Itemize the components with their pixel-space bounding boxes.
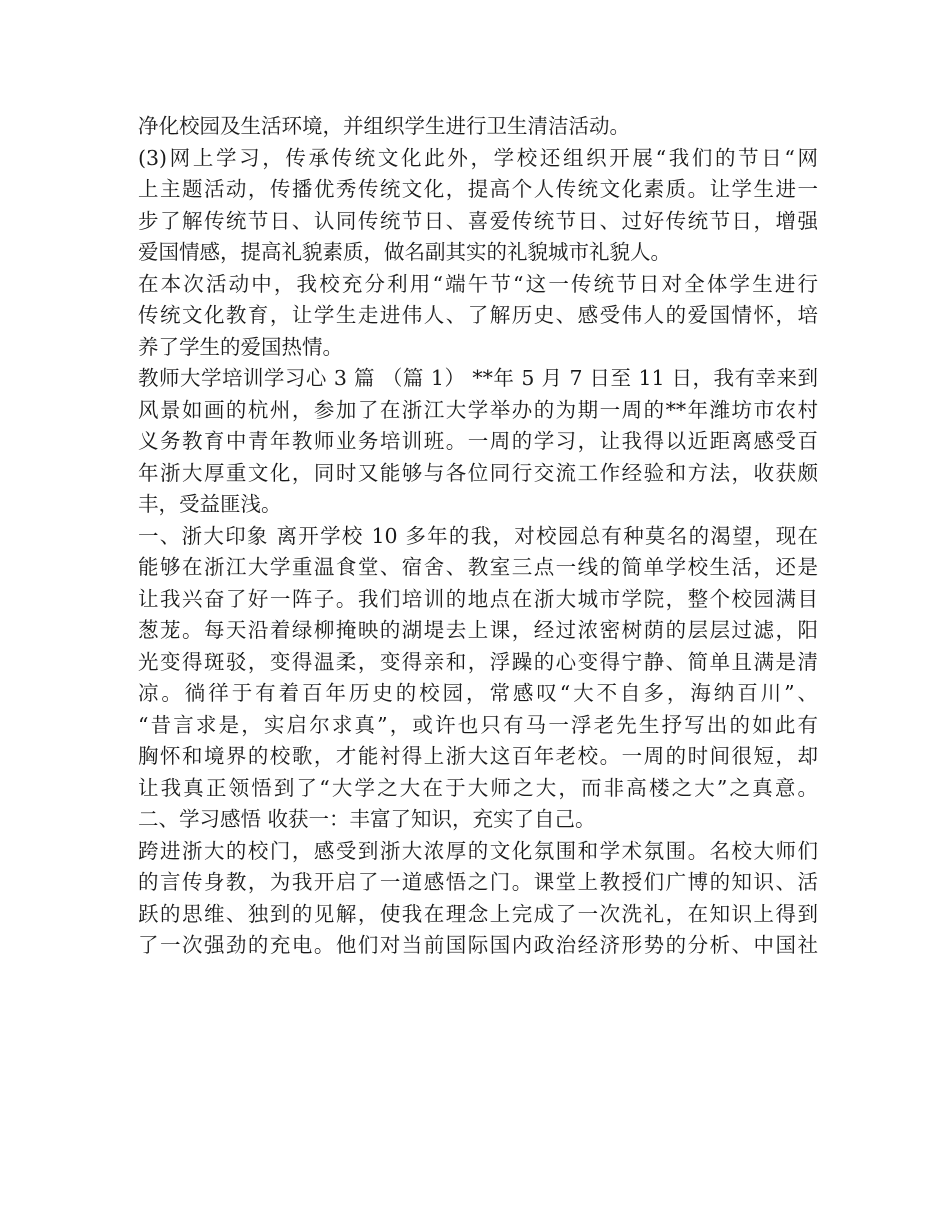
text-line: 能够在浙江大学重温食堂、宿舍、教室三点一线的简单学校生活，还是 [138,555,818,579]
text-line: 爱国情感，提高礼貌素质，做名副其实的礼貌城市礼貌人。 [138,240,671,264]
text-line: 一、浙大印象 离开学校 10 多年的我，对校园总有种莫名的渴望，现在 [138,523,818,548]
text-line: 葱茏。每天沿着绿柳掩映的湖堤去上课，经过浓密树荫的层层过滤，阳 [138,618,818,642]
text-line: 上主题活动，传播优秀传统文化，提高个人传统文化素质。让学生进一 [138,177,818,201]
text-line: 养了学生的爱国热情。 [138,334,343,359]
text-line: 净化校园及生活环境，并组织学生进行卫生清洁活动。 [138,114,630,138]
text-line: 了一次强劲的充电。他们对当前国际国内政治经济形势的分析、中国社 [138,933,818,957]
text-line: 义务教育中青年教师业务培训班。一周的学习，让我得以近距离感受百 [138,429,818,453]
text-line: 二、学习感悟 收获一：丰富了知识，充实了自己。 [138,807,596,831]
text-line: 在本次活动中，我校充分利用“端午节“这一传统节日对全体学生进行 [138,271,818,296]
text-line: “昔言求是，实启尔求真”，或许也只有马一浮老先生抒写出的如此有 [138,712,818,737]
text-line: 传统文化教育，让学生走进伟人、了解历史、感受伟人的爱国情怀，培 [138,303,818,327]
text-line: 风景如画的杭州，参加了在浙江大学举办的为期一周的**年潍坊市农村 [138,397,818,422]
text-line: 让我真正领悟到了“大学之大在于大师之大，而非高楼之大”之真意。 [138,775,818,800]
text-line: 让我兴奋了好一阵子。我们培训的地点在浙大城市学院，整个校园满目 [138,586,818,611]
text-line: 凉。徜徉于有着百年历史的校园，常感叹“大不自多，海纳百川”、 [138,681,818,705]
text-line: 的言传身教，为我开启了一道感悟之门。课堂上教授们广博的知识、活 [138,870,818,894]
text-line: 跨进浙大的校门，感受到浙大浓厚的文化氛围和学术氛围。名校大师们 [138,838,818,863]
text-line: 年浙大厚重文化，同时又能够与各位同行交流工作经验和方法，收获颇 [138,460,818,485]
text-line: 教师大学培训学习心 3 篇 （篇 1） **年 5 月 7 日至 11 日，我有幸来到 [138,366,818,390]
text-line: 胸怀和境界的校歌，才能衬得上浙大这百年老校。一周的时间很短，却 [138,744,818,768]
text-line: 丰，受益匪浅。 [138,492,282,516]
document-body [138,111,818,962]
text-line: 光变得斑驳，变得温柔，变得亲和，浮躁的心变得宁静、简单且满是清 [138,649,818,674]
text-line: 步了解传统节日、认同传统节日、喜爱传统节日、过好传统节日，增强 [138,208,818,233]
text-line: 跃的思维、独到的见解，使我在理念上完成了一次洗礼，在知识上得到 [138,901,818,926]
text-line: (3)网上学习，传承传统文化此外，学校还组织开展“我们的节日“网 [138,145,818,170]
